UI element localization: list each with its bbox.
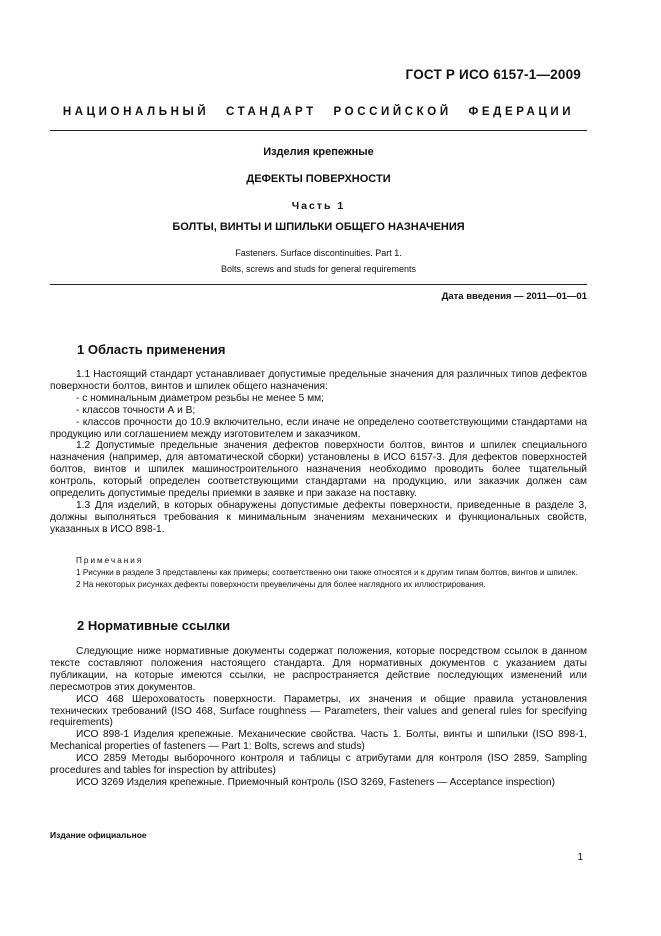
paragraph-1-1: 1.1 Настоящий стандарт устанавливает допустимые предельные значения для различных типов дефектов поверхности болтов, винтов и шпилек общего назначения: — [50, 369, 587, 392]
note-1: 1 Рисунки в разделе 3 представлены как примеры; соответственно они также относятся и к другим типам болтов, винтов и шпилек. — [76, 568, 578, 577]
section-2-heading: 2 Нормативные ссылки — [77, 618, 231, 633]
product-group-title: Изделия крепежные — [263, 146, 374, 158]
part-title: БОЛТЫ, ВИНТЫ И ШПИЛЬКИ ОБЩЕГО НАЗНАЧЕНИЯ — [172, 221, 465, 233]
english-title-line-2: Bolts, screws and studs for general requirements — [220, 264, 417, 274]
references-intro: Следующие ниже нормативные документы содержат положения, которые посредством ссылок в данном тексте составляют положения настоящего стандарта. Для нормативных документов с указанием даты публикации, на которые имеются ссылки, не распространяется действие последующих изменений или пересмотров этих документов. — [50, 646, 587, 693]
official-edition-label: Издание официальное — [50, 830, 147, 840]
section-1-body — [50, 369, 587, 536]
note-2: 2 На некоторых рисунках дефекты поверхности преувеличены для более наглядного их иллюстрирования. — [76, 580, 486, 589]
header-divider — [50, 130, 587, 131]
section-2-body — [50, 646, 587, 789]
reference-iso-898-1: ИСО 898-1 Изделия крепежные. Механические свойства. Часть 1. Болты, винты и шпильки (ISO 898-1, Mechanical properties of fasteners — Part 1: Bolts, screws and studs) — [50, 729, 587, 753]
document-code: ГОСТ Р ИСО 6157-1—2009 — [405, 67, 581, 82]
national-standard-title: НАЦИОНАЛЬНЫЙ СТАНДАРТ РОССИЙСКОЙ ФЕДЕРАЦИИ — [62, 106, 575, 118]
part-label: Часть 1 — [291, 200, 346, 212]
paragraph-1-3: 1.3 Для изделий, в которых обнаружены допустимые дефекты поверхности, приведенные в разделе 3, должны выполняться требования к минимальным значениям механических и функциональных свойств, указанных в ИСО 898-1. — [50, 499, 587, 535]
standard-title: ДЕФЕКТЫ ПОВЕРХНОСТИ — [246, 173, 391, 185]
reference-iso-468: ИСО 468 Шероховатость поверхности. Параметры, их значения и общие правила установления технических требований (ISO 468, Surface roughness — Parameters, their values and general rules for specifying requirements) — [50, 693, 587, 729]
title-divider — [50, 284, 587, 285]
english-title-line-1: Fasteners. Surface discontinuities. Part 1. — [235, 248, 402, 258]
paragraph-1-2: 1.2 Допустимые предельные значения дефектов поверхности болтов, винтов и шпилек специального назначения (например, для автоматической сборки) установлены в ИСО 6157-3. Для дефектов поверхностей болтов, винтов и шпилек машиностроительного назначения необходимо проводить более тщательный контроль, который определен соответствующими стандартами на продукцию, или заказчик должен сам определить допустимые пределы приемки в заявке и при заказе на поставку. — [50, 440, 587, 500]
reference-iso-3269: ИСО 3269 Изделия крепежные. Приемочный контроль (ISO 3269, Fasteners — Acceptance inspection) — [76, 776, 555, 788]
effective-date: Дата введения — 2011—01—01 — [441, 291, 587, 302]
notes-heading: Примечания — [76, 556, 144, 565]
bullet-strength-class: - классов прочности до 10.9 включительно, если иначе не определено соответствующими стандартами на продукцию или соглашением между изготовителем и заказчиком. — [50, 416, 587, 440]
reference-iso-2859: ИСО 2859 Методы выборочного контроля и таблицы с атрибутами для контроля (ISO 2859, Sampling procedures and tables for inspection by attributes) — [50, 753, 587, 777]
page-number: 1 — [577, 852, 583, 863]
bullet-accuracy-class: - классов точности А и В; — [76, 404, 196, 416]
section-1-heading: 1 Область применения — [77, 342, 226, 357]
bullet-diameter: - с номинальным диаметром резьбы не менее 5 мм; — [76, 392, 324, 404]
section-1-notes — [50, 555, 587, 591]
